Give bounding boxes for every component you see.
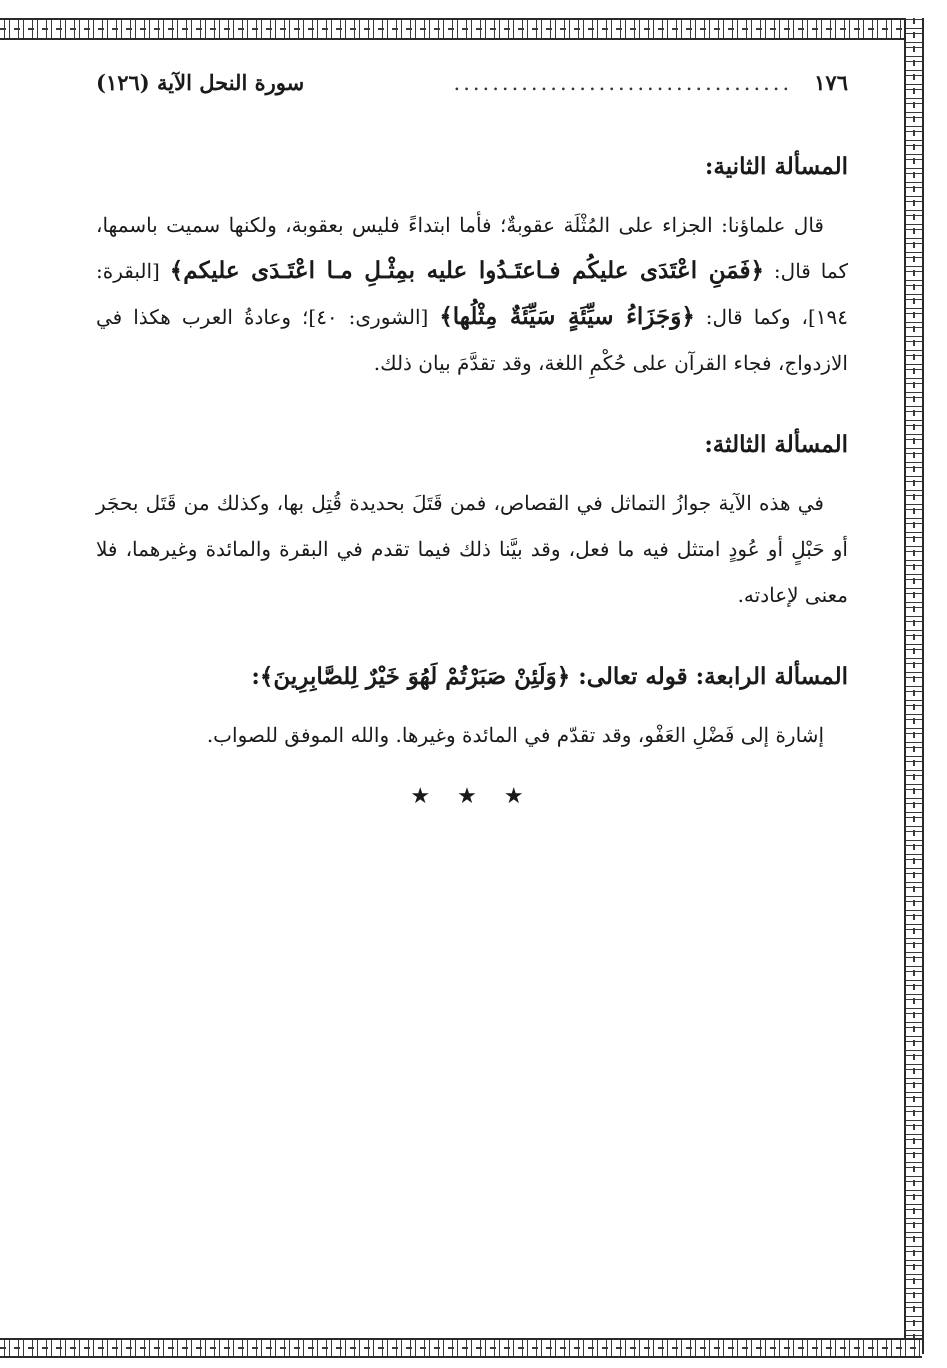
header-dot-leader: ................................... xyxy=(453,71,793,95)
section-heading-third: المسألة الثالثة: xyxy=(704,431,848,458)
page-border-right xyxy=(904,18,924,1354)
verse-reference: [البقرة: ١٩٤]، وكما قال: xyxy=(96,259,849,329)
page-border-bottom xyxy=(0,1338,922,1358)
section-heading-second: المسألة الثانية: xyxy=(704,153,848,180)
heading-prefix: المسألة الرابعة: قوله تعالى: xyxy=(570,663,848,690)
page-content xyxy=(96,70,848,809)
section-separator-stars: ★ ★ ★ xyxy=(410,784,534,809)
section-body-third: في هذه الآية جوازُ التماثل في القصاص، فمن قَتَلَ بحديدة قُتِل بها، وكذلك من قَتَل بحجَر أو حَبْلٍ أو عُودٍ امتثل فيه ما فعل، وقد بيَّنا ذلك فيما تقدم في البقرة والمائدة وغيرهما، فلا معنى لإعادته. xyxy=(96,491,848,607)
surah-title: سورة النحل الآية (١٢٦) xyxy=(96,70,305,95)
section-body-fourth: إشارة إلى فَضْلِ العَفْو، وقد تقدّم في المائدة وغيرها. والله الموفق للصواب. xyxy=(206,723,824,747)
verse-reference: [الشورى: ٤٠]؛ وعادةُ العرب هكذا في الازدواج، فجاء القرآن على حُكْمِ اللغة، وقد تقدَّمَ بيان ذلك. xyxy=(96,305,848,375)
quran-verse: ﴿وَلَئِنْ صَبَرْتُمْ لَهُوَ خَيْرٌ لِلصَّابِرِينَ﴾ xyxy=(259,663,571,690)
section-body-second xyxy=(96,202,848,386)
section-heading-fourth xyxy=(96,660,848,694)
body-text: قال علماؤنا: الجزاء على المُثْلَة عقوبةٌ؛ فأما ابتداءً فليس بعقوبة، ولكنها سميت باسمها، كما قال: xyxy=(96,213,848,283)
page-border-top xyxy=(0,18,922,40)
quran-verse: ﴿وَجَزَاءُ سيِّئَةٍ سَيِّئَةٌ مِثْلُها﴾ xyxy=(439,303,695,330)
heading-suffix: : xyxy=(251,663,260,690)
page-number: ١٧٦ xyxy=(814,70,848,95)
quran-verse: ﴿فَمَنِ اعْتَدَى عليكُم فـاعتَـدُوا عليه بمِثْـلِ مـا اعْتَـدَى عليكم﴾ xyxy=(169,257,764,284)
running-header xyxy=(96,70,848,110)
